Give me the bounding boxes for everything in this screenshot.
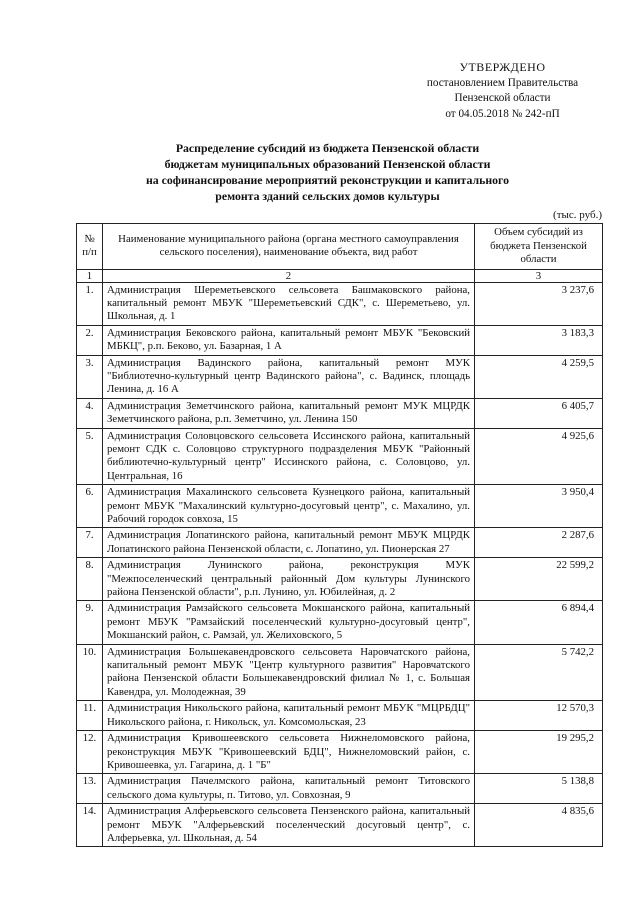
row-amount: 4 259,5 <box>475 355 603 398</box>
table-row <box>77 398 603 428</box>
row-description: Администрация Бековского района, капитальный ремонт МБУК "Бековский МБКЦ", р.п. Беково, ул. Базарная, 1 А <box>103 325 475 355</box>
table-row <box>77 774 603 804</box>
row-number: 8. <box>77 558 103 601</box>
row-number: 7. <box>77 528 103 558</box>
row-description: Администрация Шереметьевского сельсовета Башмаковского района, капитальный ремонт МБУК "Шереметьевский СДК", с. Шереметьево, ул. Школьная, д. 1 <box>103 282 475 325</box>
table-row <box>77 485 603 528</box>
row-amount: 5 742,2 <box>475 644 603 701</box>
row-number: 2. <box>77 325 103 355</box>
approval-stamp <box>400 60 605 122</box>
row-number: 3. <box>77 355 103 398</box>
row-number: 14. <box>77 804 103 847</box>
approval-line-3: от 04.05.2018 № 242-пП <box>445 107 560 120</box>
row-amount: 12 570,3 <box>475 701 603 731</box>
table-row <box>77 558 603 601</box>
approval-line-1: постановлением Правительства <box>426 76 579 89</box>
table-row <box>77 601 603 644</box>
row-description: Администрация Кривошеевского сельсовета Нижнеломовского района, реконструкция МБУК "Кривошеевский БДЦ", Нижнеломовский район, с. Кривошеевка, ул. Гагарина, д. 1 "Б" <box>103 731 475 774</box>
table-row <box>77 282 603 325</box>
table-row <box>77 731 603 774</box>
row-amount: 3 183,3 <box>475 325 603 355</box>
row-number: 13. <box>77 774 103 804</box>
row-number: 6. <box>77 485 103 528</box>
row-amount: 19 295,2 <box>475 731 603 774</box>
row-description: Администрация Алферьевского сельсовета Пензенского района, капитальный ремонт МБУК "Алферьевский поселенческий досуговый центр", с. Алферьевка, ул. Школьная, д. 54 <box>103 804 475 847</box>
row-description: Администрация Земетчинского района, капитальный ремонт МУК МЦРДК Земетчинского района, р.п. Земетчино, ул. Ленина 150 <box>103 398 475 428</box>
approval-title: УТВЕРЖДЕНО <box>459 60 546 74</box>
row-number: 5. <box>77 428 103 485</box>
title-line-3: на софинансирование мероприятий реконструкции и капитального <box>146 173 509 187</box>
row-amount: 3 237,6 <box>475 282 603 325</box>
title-line-4: ремонта зданий сельских домов культуры <box>215 189 440 203</box>
row-amount: 6 894,4 <box>475 601 603 644</box>
row-description: Администрация Вадинского района, капитальный ремонт МУК "Библиотечно-культурный центр Вадинского района", с. Вадинск, площадь Ленина, д. 16 А <box>103 355 475 398</box>
row-description: Администрация Махалинского сельсовета Кузнецкого района, капитальный ремонт МБУК "Махалинский культурно-досуговый центр", с. Махалино, ул. Рабочий городок совхоза, 15 <box>103 485 475 528</box>
index-cell: 1 <box>77 269 103 282</box>
row-description: Администрация Соловцовского сельсовета Иссинского района, капитальный ремонт СДК с. Соловцово структурного подразделения МБУК "Районный библиютечно-культурный центр" Иссинского района, с. Соловцово, ул. Центральная, 16 <box>103 428 475 485</box>
row-number: 10. <box>77 644 103 701</box>
table-row <box>77 428 603 485</box>
approval-line-2: Пензенской области <box>454 92 551 104</box>
table-row <box>77 325 603 355</box>
document-title <box>80 140 575 204</box>
units-label: (тыс. руб.) <box>553 209 602 221</box>
table-row <box>77 355 603 398</box>
row-description: Администрация Лунинского района, реконструкция МУК "Межпоселенческий центральный районный Дом культуры Лунинского района Пензенской области", р.п. Лунино, ул. Юбилейная, д. 2 <box>103 558 475 601</box>
row-number: 1. <box>77 282 103 325</box>
header-amount: Объем субсидий из бюджета Пензенской области <box>475 224 603 270</box>
row-description: Администрация Лопатинского района, капитальный ремонт МБУК МЦРДК Лопатинского района Пензенской области, с. Лопатино, ул. Пионерская 27 <box>103 528 475 558</box>
subsidies-table <box>76 223 603 847</box>
row-number: 9. <box>77 601 103 644</box>
row-number: 4. <box>77 398 103 428</box>
row-description: Администрация Рамзайского сельсовета Мокшанского района, капитальный ремонт МБУК "Рамзайский поселенческий культурно-досуговый центр", Мокшанский район, с. Рамзай, ул. Желиховского, 5 <box>103 601 475 644</box>
row-description: Администрация Никольского района, капитальный ремонт МБУК "МЦРБДЦ" Никольского района, г. Никольск, ул. Комсомольская, 23 <box>103 701 475 731</box>
header-num: № п/п <box>77 224 103 270</box>
row-amount: 2 287,6 <box>475 528 603 558</box>
table-row <box>77 644 603 701</box>
table-row <box>77 528 603 558</box>
table-row <box>77 701 603 731</box>
header-name: Наименование муниципального района (органа местного самоуправления сельского поселения), наименование объекта, вид работ <box>103 224 475 270</box>
row-number: 11. <box>77 701 103 731</box>
row-number: 12. <box>77 731 103 774</box>
row-amount: 4 835,6 <box>475 804 603 847</box>
index-cell: 3 <box>475 269 603 282</box>
row-amount: 5 138,8 <box>475 774 603 804</box>
row-description: Администрация Большекавендровского сельсовета Наровчатского района, капитальный ремонт МБУК "Центр культурного развития" Наровчатского района Пензенской области Большекавендровский филиал № 1, с. Большая Кавендра, ул. Молодежная, 39 <box>103 644 475 701</box>
row-amount: 22 599,2 <box>475 558 603 601</box>
table-index-row <box>77 269 603 282</box>
title-line-1: Распределение субсидий из бюджета Пензенской области <box>175 141 480 155</box>
row-amount: 6 405,7 <box>475 398 603 428</box>
title-line-2: бюджетам муниципальных образований Пензенской области <box>164 157 491 171</box>
table-header-row <box>77 224 603 270</box>
table-row <box>77 804 603 847</box>
row-description: Администрация Пачелмского района, капитальный ремонт Титовского сельского дома культуры, п. Титово, ул. Совхозная, 9 <box>103 774 475 804</box>
row-amount: 3 950,4 <box>475 485 603 528</box>
row-amount: 4 925,6 <box>475 428 603 485</box>
index-cell: 2 <box>103 269 475 282</box>
